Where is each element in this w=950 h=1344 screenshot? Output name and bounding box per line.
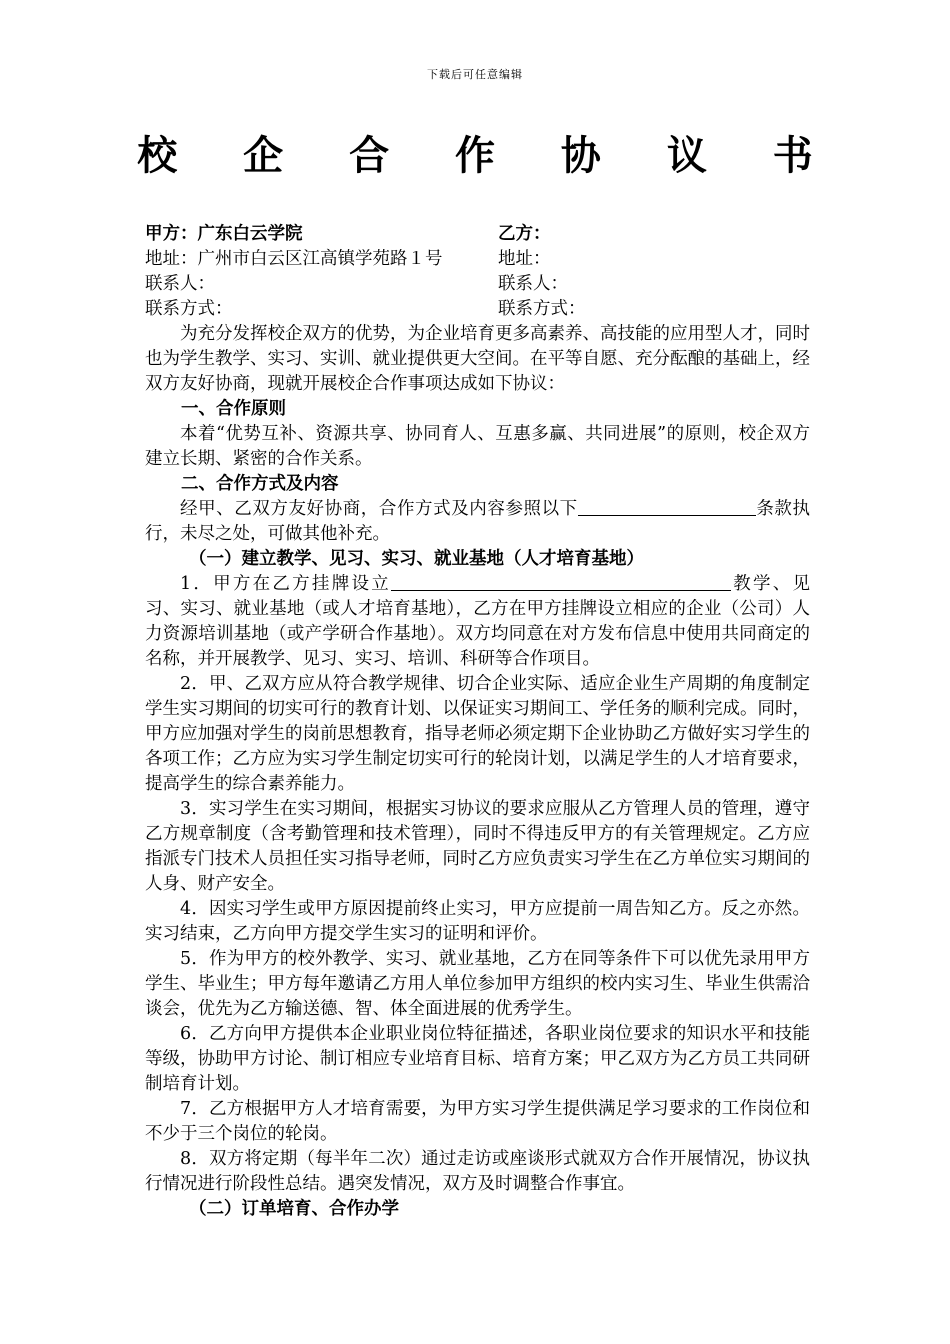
item-1-end: 教学、见习、实习、就业基地（或人才培育基地），乙方在甲方挂牌设立相应的企业（公司）人力资源培训基地（或产学研合作基地）。双方均同意在对方发布信息中使用共同商定的名称，并开展教学、见习、实习、培训、科研等合作项目。 (145, 574, 810, 669)
section-1-heading: 一、合作原则 (181, 399, 286, 419)
fill-blank-terms[interactable] (578, 497, 756, 516)
item-8: 8．双方将定期（每半年二次）通过走访或座谈形式就双方合作开展情况，协议执行情况进行阶段性总结。遇突发情况，双方及时调整合作事宜。 (145, 1149, 810, 1194)
party-b-contact: 联系人： (498, 274, 568, 294)
section-2-body-end: 条款执行，未尽之处，可做其他补充。 (145, 499, 811, 544)
item-4: 4．因实习学生或甲方原因提前终止实习，甲方应提前一周告知乙方。反之亦然。实习结束，乙方向甲方提交学生实习的证明和评价。 (145, 899, 810, 944)
party-a-name: 甲方：广东白云学院 (145, 224, 303, 244)
subsection-2-heading: （二）订单培育、合作办学 (189, 1199, 399, 1219)
item-1 (145, 572, 810, 672)
section-1-body: 本着“优势互补、资源共享、协同育人、互惠多赢、共同进展”的原则，校企双方建立长期、紧密的合作关系。 (145, 424, 810, 469)
item-3: 3．实习学生在实习期间，根据实习协议的要求应服从乙方管理人员的管理，遵守乙方规章制度（含考勤管理和技术管理），同时不得违反甲方的有关管理规定。乙方应指派专门技术人员担任实习指导老师，同时乙方应负责实习学生在乙方单位实习期间的人身、财产安全。 (145, 799, 810, 894)
fill-blank-base-name[interactable] (391, 572, 731, 591)
party-a-address: 地址：广州市白云区江高镇学苑路１号 (145, 249, 443, 269)
party-a-phone: 联系方式： (145, 299, 233, 319)
item-6: 6．乙方向甲方提供本企业职业岗位特征描述，各职业岗位要求的知识水平和技能等级，协助甲方讨论、制订相应专业培育目标、培育方案；甲乙双方为乙方员工共同研制培育计划。 (145, 1024, 810, 1094)
party-a-contact: 联系人： (145, 274, 215, 294)
item-1-start: 1．甲方在乙方挂牌设立 (180, 574, 391, 594)
party-b-name: 乙方： (498, 224, 551, 244)
item-2: 2．甲、乙双方应从符合教学规律、切合企业实际、适应企业生产周期的角度制定学生实习期间的切实可行的教育计划、以保证实习期间工、学任务的顺利完成。同时，甲方应加强对学生的岗前思想教育，指导老师必须定期下企业协助乙方做好实习学生的各项工作；乙方应为实习学生制定切实可行的轮岗计划，以满足学生的人才培育要求，提高学生的综合素养能力。 (145, 674, 810, 794)
intro-paragraph: 为充分发挥校企双方的优势，为企业培育更多高素养、高技能的应用型人才，同时也为学生教学、实习、实训、就业提供更大空间。在平等自愿、充分酝酿的基础上，经双方友好协商，现就开展校企合作事项达成如下协议： (145, 324, 810, 394)
document-title: 校 企 合 作 协 议 书 (137, 132, 839, 179)
section-2-heading: 二、合作方式及内容 (181, 474, 339, 494)
item-7: 7．乙方根据甲方人才培育需要，为甲方实习学生提供满足学习要求的工作岗位和不少于三个岗位的轮岗。 (145, 1099, 810, 1144)
party-b-address: 地址： (498, 249, 551, 269)
header-note: 下载后可任意编辑 (427, 68, 523, 81)
party-b-phone: 联系方式： (498, 299, 586, 319)
section-2-body-start: 经甲、乙双方友好协商，合作方式及内容参照以下 (180, 499, 578, 519)
section-2-body (145, 497, 810, 547)
parties-block (145, 222, 810, 322)
subsection-1-heading: （一）建立教学、见习、实习、就业基地（人才培育基地） (189, 549, 644, 569)
document-body (145, 222, 810, 1222)
item-5: 5．作为甲方的校外教学、实习、就业基地，乙方在同等条件下可以优先录用甲方学生、毕业生；甲方每年邀请乙方用人单位参加甲方组织的校内实习生、毕业生供需洽谈会，优先为乙方输送德、智、体全面进展的优秀学生。 (145, 949, 810, 1019)
